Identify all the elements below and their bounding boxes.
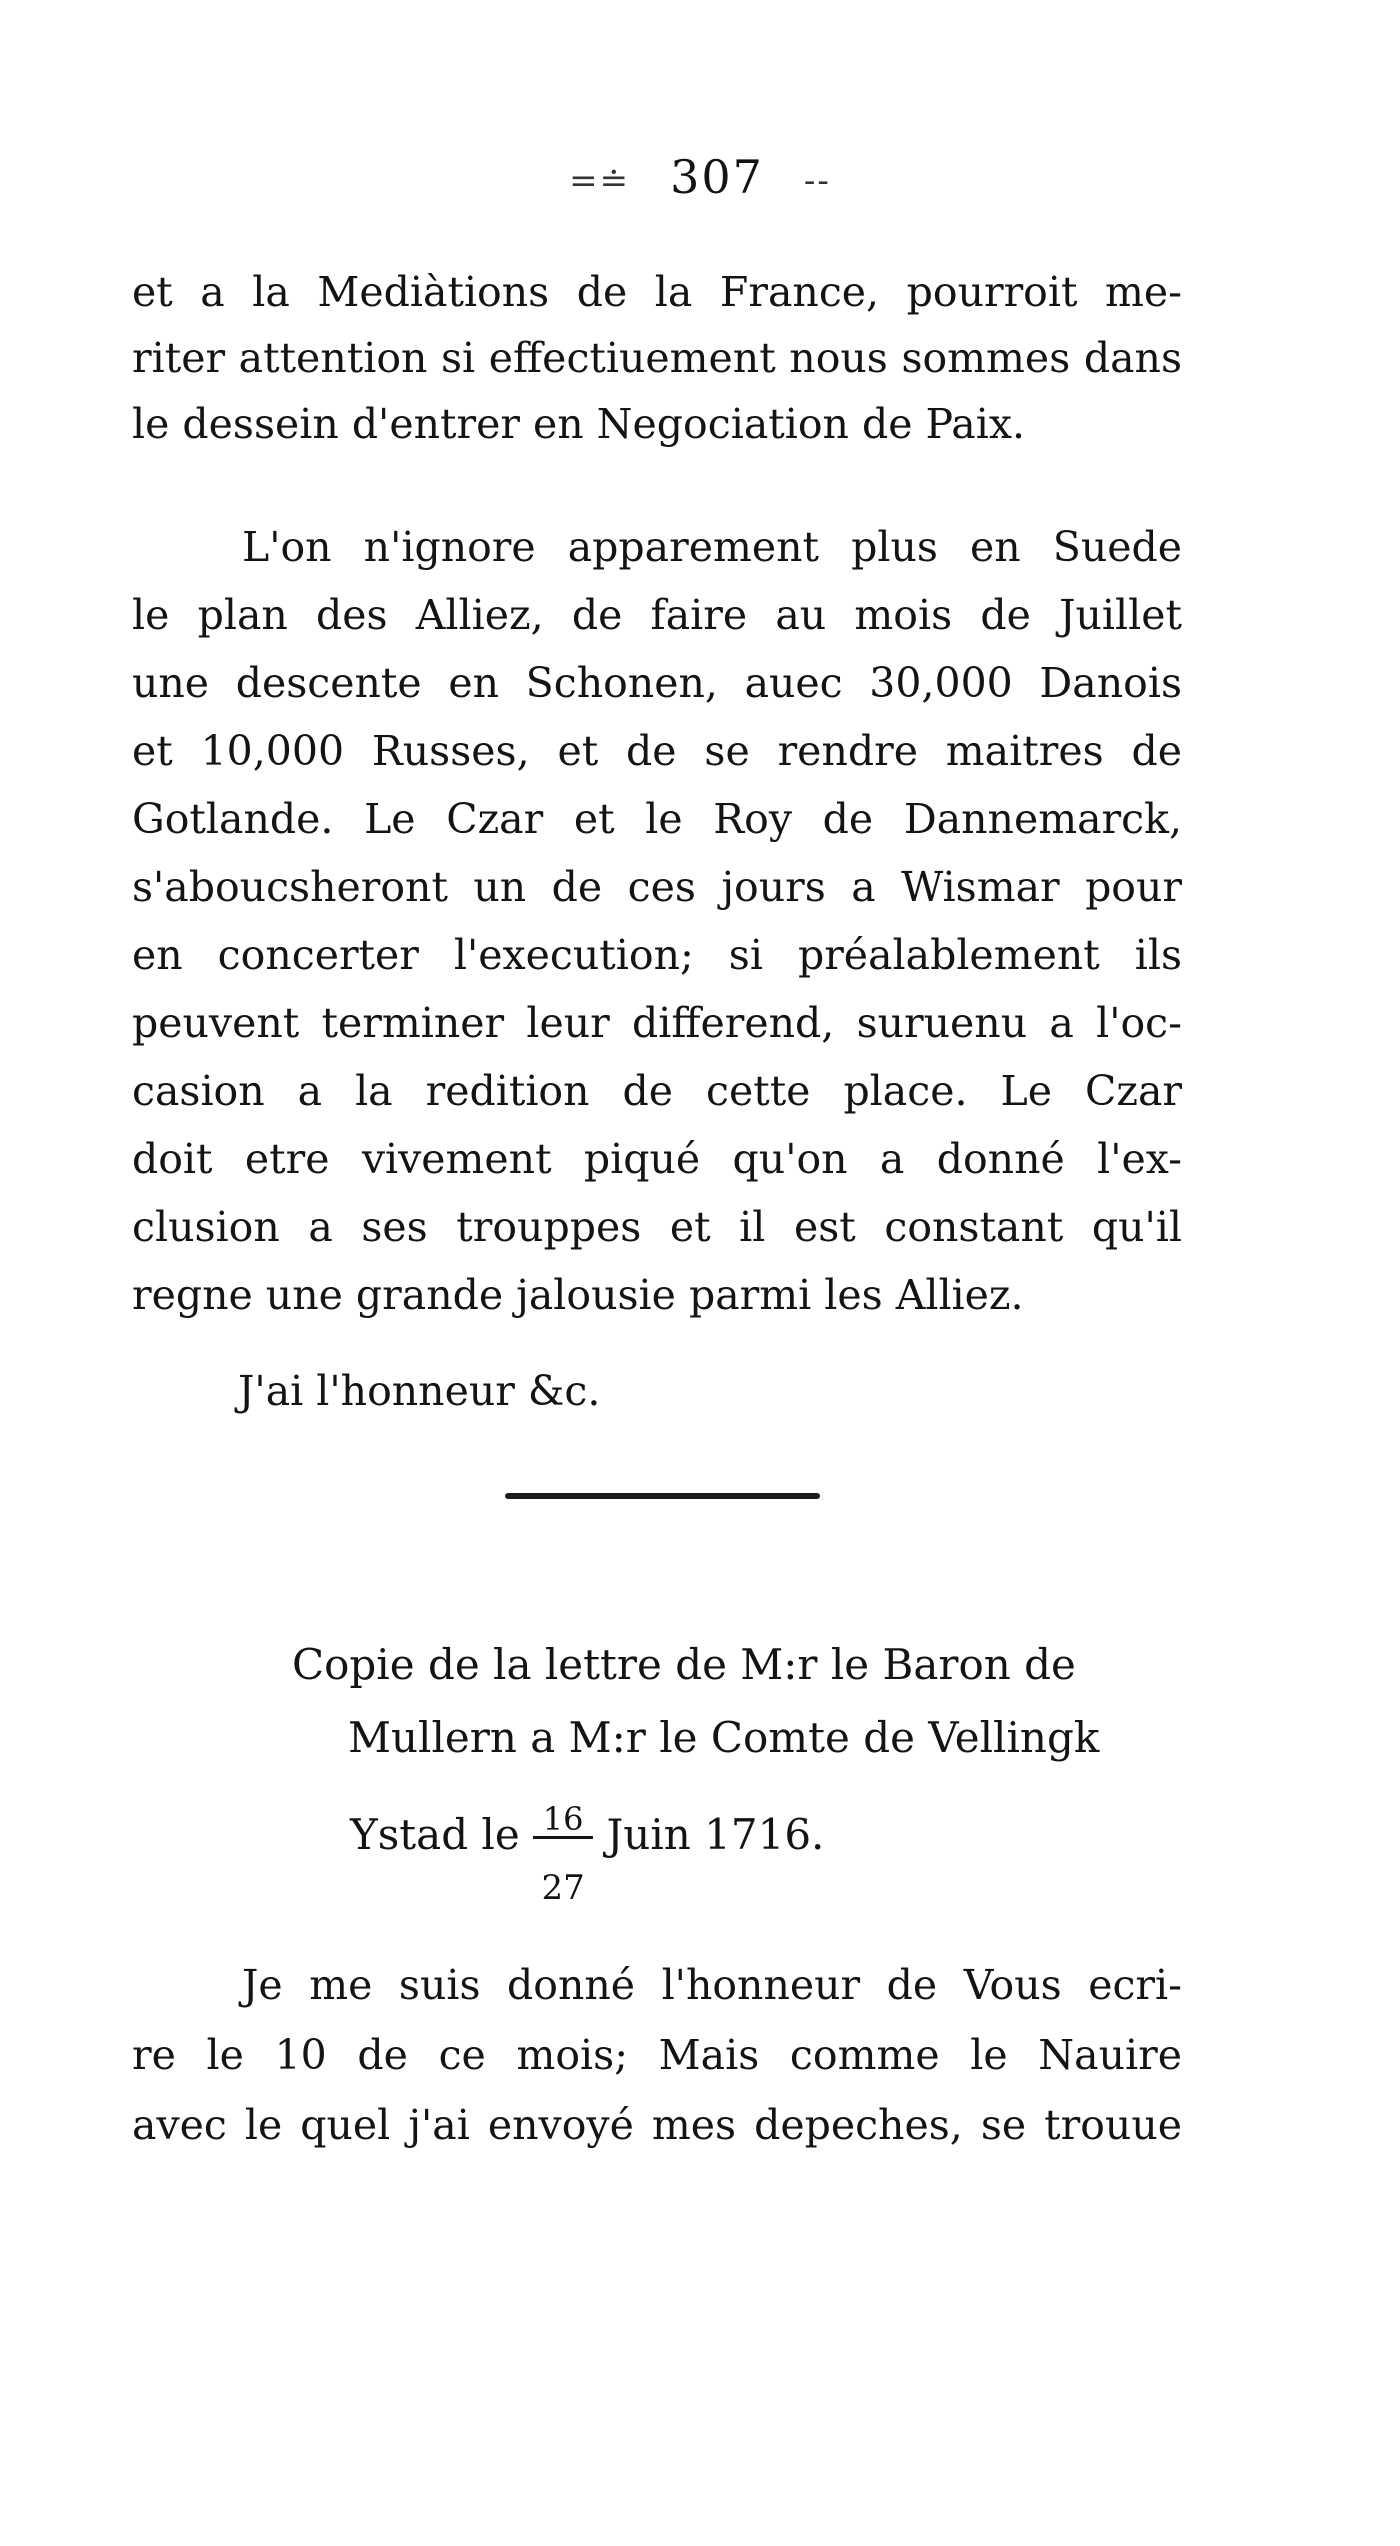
text-line: et a la Mediàtions de la France, pourroit me- bbox=[132, 268, 1182, 316]
text-line: regne une grande jalousie parmi les Alliez. bbox=[132, 1271, 1024, 1319]
text-line: une descente en Schonen, auec 30,000 Danois bbox=[132, 659, 1182, 707]
text-line: riter attention si effectiuement nous sommes dans bbox=[132, 334, 1182, 382]
text-line: s'aboucsheront un de ces jours a Wismar pour bbox=[132, 863, 1182, 911]
dateline-prefix: Ystad le bbox=[350, 1810, 520, 1859]
date-new-style: 27 bbox=[541, 1868, 585, 1908]
text-line: le plan des Alliez, de faire au mois de Juillet bbox=[132, 591, 1182, 639]
date-old-style: 16 bbox=[533, 1802, 593, 1839]
text-line: Je me suis donné l'honneur de Vous ecri- bbox=[242, 1961, 1182, 2009]
text-line: L'on n'ignore apparement plus en Suede bbox=[242, 523, 1182, 571]
text-line: avec le quel j'ai envoyé mes depeches, se trouue bbox=[132, 2101, 1182, 2149]
dateline bbox=[350, 1800, 825, 1908]
text-line: clusion a ses trouppes et il est constant qu'il bbox=[132, 1203, 1182, 1251]
dateline-suffix: Juin 1716. bbox=[606, 1810, 825, 1859]
left-ornament: =≐ bbox=[569, 161, 631, 201]
letter-heading-line: Mullern a M:r le Comte de Vellingk bbox=[348, 1713, 1100, 1762]
text-line: casion a la redition de cette place. Le Czar bbox=[132, 1067, 1182, 1115]
text-line: en concerter l'execution; si préalablement ils bbox=[132, 931, 1182, 979]
text-line: et 10,000 Russes, et de se rendre maitres de bbox=[132, 727, 1182, 775]
section-rule bbox=[505, 1493, 820, 1499]
text-line: le dessein d'entrer en Negociation de Paix. bbox=[132, 400, 1025, 448]
page-number: 307 bbox=[670, 150, 764, 204]
date-fraction bbox=[533, 1800, 593, 1908]
text-line: peuvent terminer leur differend, suruenu a l'oc- bbox=[132, 999, 1182, 1047]
letter-heading-line: Copie de la lettre de M:r le Baron de bbox=[292, 1640, 1076, 1689]
right-ornament: -- bbox=[803, 161, 831, 201]
text-line: doit etre vivement piqué qu'on a donné l'ex- bbox=[132, 1135, 1182, 1183]
running-head bbox=[0, 150, 1400, 204]
text-line: re le 10 de ce mois; Mais comme le Nauire bbox=[132, 2031, 1182, 2079]
text-line: Gotlande. Le Czar et le Roy de Dannemarck, bbox=[132, 795, 1182, 843]
closing-formula: J'ai l'honneur &c. bbox=[238, 1367, 601, 1415]
